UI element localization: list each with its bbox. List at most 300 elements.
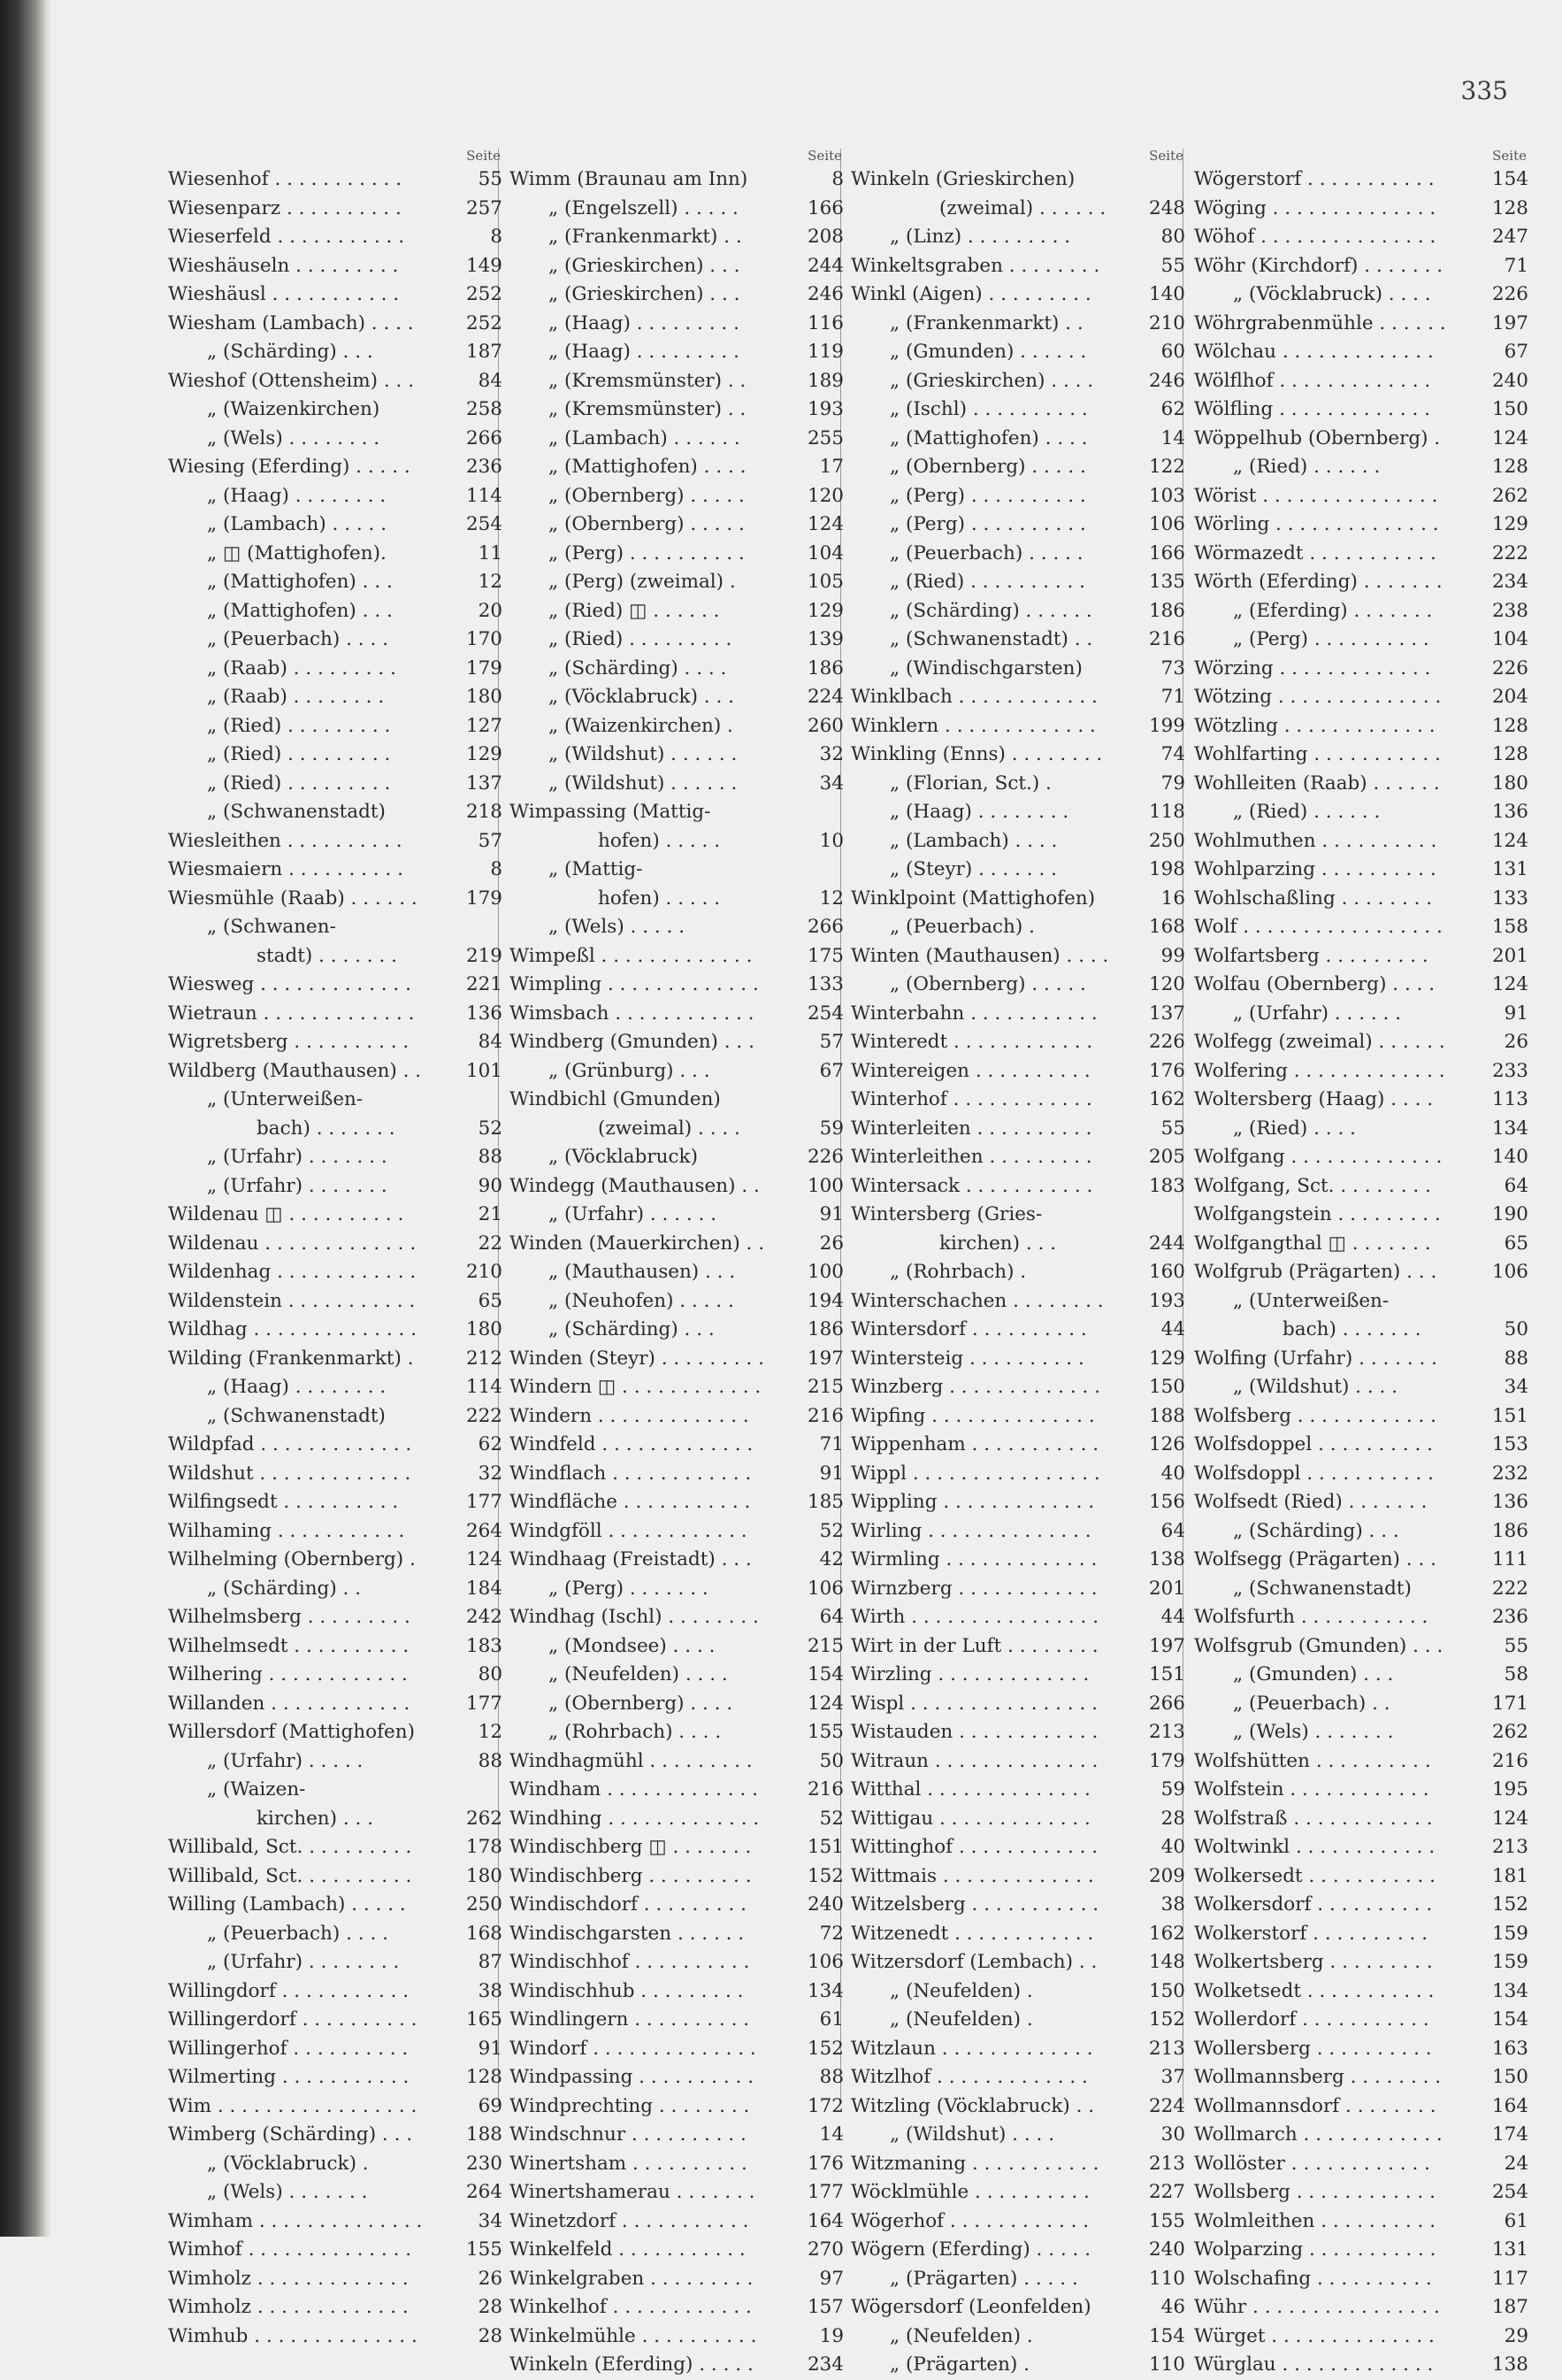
entry-page-number: 80 <box>478 1663 502 1685</box>
entry-page-number: 155 <box>807 1721 844 1743</box>
entry-page-number: 266 <box>465 426 502 449</box>
index-entry <box>168 223 504 252</box>
index-entry <box>509 913 846 942</box>
entry-page-number: 19 <box>819 2324 844 2347</box>
entry-place-name: Wollersberg . . . . . . . . . . <box>1194 2037 1432 2060</box>
entry-place-name: Wittmais . . . . . . . . . . . . . <box>851 1864 1094 1887</box>
index-entry <box>1194 540 1530 569</box>
entry-page-number: 224 <box>807 686 844 708</box>
entry-place-name: „ (Neufelden) . <box>890 1979 1033 2002</box>
index-entry <box>168 338 504 367</box>
entry-place-name: Winkelhof . . . . . . . . . . . . <box>509 2296 752 2318</box>
index-entry <box>168 885 504 914</box>
entry-place-name: Wörmazedt . . . . . . . . . . . <box>1194 541 1436 564</box>
index-entry <box>851 1230 1187 1259</box>
index-entry-list <box>509 165 846 2380</box>
entry-page-number: 91 <box>819 1462 844 1485</box>
entry-place-name: Witzlhof . . . . . . . . . . . . . <box>851 2066 1088 2088</box>
entry-place-name: Wolkertsberg . . . . . . . . . <box>1194 1951 1433 1973</box>
index-entry <box>851 2265 1187 2294</box>
entry-place-name: Winklpoint (Mattighofen) <box>851 887 1096 910</box>
book-binding-shadow <box>0 0 51 2237</box>
index-entry <box>509 798 846 827</box>
entry-place-name: Winklern . . . . . . . . . . . . . <box>851 714 1096 737</box>
index-entry <box>1194 1833 1530 1862</box>
entry-place-name: „ (Neuhofen) . . . . . <box>548 1289 734 1312</box>
entry-place-name: „ (Urfahr) . . . . . . . <box>207 1146 387 1168</box>
entry-place-name: Wim . . . . . . . . . . . . . . . . . <box>168 2094 417 2117</box>
entry-page-number: 266 <box>807 916 844 938</box>
entry-place-name: Wimhof . . . . . . . . . . . . . . <box>168 2238 412 2261</box>
entry-page-number: 134 <box>1491 1117 1528 1140</box>
index-entry <box>168 568 504 597</box>
index-entry <box>509 1316 846 1345</box>
entry-page-number: 128 <box>1491 743 1528 765</box>
entry-page-number: 262 <box>1491 1721 1528 1743</box>
index-entry <box>1194 338 1530 367</box>
entry-place-name: Winterleiten . . . . . . . . . . <box>851 1117 1092 1140</box>
entry-page-number: 117 <box>1491 2267 1528 2290</box>
index-entry <box>851 597 1187 626</box>
index-entry <box>509 1057 846 1086</box>
entry-place-name: Wildhag . . . . . . . . . . . . . . <box>168 1318 417 1340</box>
entry-page-number: 12 <box>478 1721 502 1743</box>
entry-place-name: Windfläche . . . . . . . . . . . <box>509 1491 751 1513</box>
entry-place-name: „ (Urfahr) . . . . . . . . <box>207 1951 400 1973</box>
index-entry <box>1194 1143 1530 1172</box>
entry-page-number: 91 <box>478 2037 502 2060</box>
entry-page-number: 156 <box>1148 1491 1185 1513</box>
entry-page-number: 164 <box>807 2209 844 2232</box>
index-entry <box>168 425 504 454</box>
entry-place-name: „ (Gmunden) . . . . . . <box>890 341 1087 363</box>
entry-place-name: Wiesweg . . . . . . . . . . . . . <box>168 973 411 995</box>
index-entry <box>509 2207 846 2237</box>
entry-page-number: 244 <box>807 254 844 277</box>
entry-place-name: Wolfsgrub (Gmunden) . . . <box>1194 1634 1443 1657</box>
index-entry <box>1194 827 1530 856</box>
entry-place-name: „ (Neufelden) . <box>890 2324 1033 2347</box>
entry-place-name: „ (Peuerbach) . . . . <box>207 628 388 650</box>
entry-place-name: Wögerhof . . . . . . . . . . . . <box>851 2209 1090 2232</box>
entry-page-number: 258 <box>465 398 502 420</box>
index-entry <box>509 2150 846 2179</box>
index-entry <box>851 798 1187 827</box>
entry-page-number: 213 <box>1148 2152 1185 2175</box>
entry-place-name: Wolparzing . . . . . . . . . . . <box>1194 2238 1436 2261</box>
index-entry <box>168 453 504 482</box>
entry-place-name: Wiesmaiern . . . . . . . . . . <box>168 858 403 880</box>
entry-page-number: 205 <box>1148 1146 1185 1168</box>
entry-page-number: 238 <box>1491 599 1528 622</box>
index-entry <box>509 1345 846 1374</box>
index-entry <box>168 1287 504 1317</box>
entry-place-name: Wimhub . . . . . . . . . . . . . . <box>168 2324 417 2347</box>
entry-place-name: Wimberg (Schärding) . . . <box>168 2123 413 2146</box>
index-entry <box>509 626 846 655</box>
entry-page-number: 209 <box>1148 1864 1185 1887</box>
index-entry <box>168 1115 504 1144</box>
index-entry <box>168 1977 504 2007</box>
entry-place-name: „ (Lambach) . . . . . . <box>548 426 740 449</box>
entry-page-number: 179 <box>1148 1749 1185 1772</box>
entry-place-name: Wolschafing . . . . . . . . . . <box>1194 2267 1432 2290</box>
index-entry <box>851 395 1187 425</box>
entry-place-name: Wieshof (Ottensheim) . . . <box>168 369 415 392</box>
entry-page-number: 204 <box>1491 686 1528 708</box>
entry-page-number: 180 <box>465 686 502 708</box>
entry-place-name: Willingerdorf . . . . . . . . . . <box>168 2008 417 2031</box>
index-entry <box>1194 280 1530 310</box>
entry-place-name: Wilhering . . . . . . . . . . . . <box>168 1663 408 1685</box>
index-entry <box>168 1833 504 1862</box>
entry-page-number: 180 <box>465 1318 502 1340</box>
index-entry <box>851 1028 1187 1057</box>
index-entry <box>168 540 504 569</box>
entry-page-number: 177 <box>807 2181 844 2203</box>
entry-place-name: Wippling . . . . . . . . . . . . . <box>851 1491 1095 1513</box>
entry-page-number: 151 <box>1491 1404 1528 1427</box>
index-entry <box>851 568 1187 597</box>
entry-place-name: Wilhelmsedt . . . . . . . . . . <box>168 1634 410 1657</box>
entry-place-name: kirchen) . . . <box>939 1232 1057 1255</box>
entry-page-number: 226 <box>1491 283 1528 305</box>
entry-page-number: 38 <box>1160 1893 1185 1916</box>
entry-page-number: 153 <box>1491 1433 1528 1455</box>
index-entry <box>851 2092 1187 2122</box>
entry-page-number: 242 <box>465 1606 502 1628</box>
entry-page-number: 62 <box>478 1433 502 1455</box>
index-entry <box>851 1891 1187 1920</box>
entry-place-name: „ (Wels) . . . . . . . <box>207 2181 368 2203</box>
entry-place-name: Windorf . . . . . . . . . . . . . . <box>509 2037 756 2060</box>
entry-place-name: „ (Neufelden) . . . . <box>548 1663 728 1685</box>
index-entry <box>168 1201 504 1230</box>
entry-place-name: Windgföll . . . . . . . . . . . . <box>509 1519 747 1542</box>
entry-place-name: Wollmarch . . . . . . . . . . . . <box>1194 2123 1443 2146</box>
index-entry <box>851 2063 1187 2092</box>
entry-page-number: 213 <box>1148 1721 1185 1743</box>
entry-place-name: Wimholz . . . . . . . . . . . . . <box>168 2296 409 2318</box>
index-entry <box>1194 741 1530 770</box>
index-entry <box>168 511 504 540</box>
index-entry <box>168 1345 504 1374</box>
index-entry <box>851 367 1187 396</box>
entry-place-name: Winten (Mauthausen) . . . . <box>851 944 1109 967</box>
index-entry <box>509 683 846 712</box>
entry-place-name: Willersdorf (Mattighofen) <box>168 1721 416 1743</box>
entry-page-number: 236 <box>465 456 502 478</box>
entry-page-number: 129 <box>465 743 502 765</box>
index-entry <box>168 165 504 195</box>
entry-page-number: 166 <box>1148 541 1185 564</box>
index-entry <box>1194 1373 1530 1402</box>
entry-place-name: Wintersberg (Gries- <box>851 1203 1043 1225</box>
index-entry <box>168 2006 504 2035</box>
index-entry <box>851 1287 1187 1317</box>
entry-place-name: Wiesham (Lambach) . . . . <box>168 311 414 334</box>
entry-place-name: „ (Perg) . . . . . . . . . . <box>890 513 1086 535</box>
entry-place-name: „ ◫ (Mattighofen). <box>207 541 387 564</box>
entry-page-number: 74 <box>1160 743 1185 765</box>
entry-place-name: Wöhrgrabenmühle . . . . . . <box>1194 311 1446 334</box>
index-entry <box>1194 942 1530 971</box>
entry-page-number: 240 <box>807 1893 844 1916</box>
entry-page-number: 26 <box>478 2267 502 2290</box>
entry-place-name: „ (Raab) . . . . . . . . . <box>207 656 396 679</box>
index-entry <box>509 1201 846 1230</box>
entry-place-name: Wirth . . . . . . . . . . . . . . . . <box>851 1606 1099 1628</box>
index-entry <box>851 2236 1187 2265</box>
entry-place-name: Wippenham . . . . . . . . . . . <box>851 1433 1099 1455</box>
index-entry <box>851 2178 1187 2207</box>
entry-page-number: 213 <box>1491 1836 1528 1858</box>
index-entry <box>509 482 846 511</box>
entry-place-name: „ (Mattighofen) . . . <box>207 571 393 593</box>
entry-place-name: Willingerhof . . . . . . . . . . <box>168 2037 409 2060</box>
entry-place-name: „ (Perg) (zweimal) . <box>548 571 736 593</box>
entry-page-number: 120 <box>1148 973 1185 995</box>
entry-page-number: 158 <box>1491 916 1528 938</box>
entry-place-name: (zweimal) . . . . . . <box>939 196 1106 219</box>
index-entry <box>1194 1287 1530 1317</box>
entry-place-name: Wollmannsdorf . . . . . . . . <box>1194 2094 1436 2117</box>
entry-page-number: 88 <box>478 1146 502 1168</box>
index-column-2 <box>509 146 846 2380</box>
entry-page-number: 128 <box>1491 714 1528 737</box>
entry-place-name: „ (Haag) . . . . . . . . <box>207 1376 387 1398</box>
entry-page-number: 222 <box>465 1404 502 1427</box>
entry-page-number: 69 <box>478 2094 502 2117</box>
index-entry <box>851 2121 1187 2150</box>
entry-place-name: „ (Linz) . . . . . . . . . <box>890 226 1071 248</box>
index-entry <box>509 1776 846 1805</box>
entry-page-number: 44 <box>1160 1606 1185 1628</box>
entry-page-number: 254 <box>1491 2181 1528 2203</box>
entry-place-name: Witzenedt . . . . . . . . . . . . <box>851 1922 1094 1945</box>
entry-place-name: Wispl . . . . . . . . . . . . . . . . <box>851 1692 1098 1715</box>
entry-page-number: 106 <box>807 1951 844 1973</box>
entry-page-number: 64 <box>1160 1519 1185 1542</box>
entry-page-number: 88 <box>819 2066 844 2088</box>
entry-place-name: Wildenau ◫ . . . . . . . . . . <box>168 1203 404 1225</box>
entry-place-name: „ (Unterweißen- <box>1233 1289 1390 1312</box>
index-entry-list <box>851 165 1187 2380</box>
entry-page-number: 210 <box>465 1261 502 1283</box>
entry-place-name: Wolfsberg . . . . . . . . . . . . <box>1194 1404 1436 1427</box>
entry-page-number: 106 <box>807 1577 844 1600</box>
entry-page-number: 20 <box>478 599 502 622</box>
entry-place-name: „ (Schwanenstadt) <box>1233 1577 1412 1600</box>
entry-page-number: 124 <box>465 1548 502 1570</box>
entry-page-number: 65 <box>478 1289 502 1312</box>
index-entry <box>851 1488 1187 1517</box>
entry-place-name: „ (Vöcklabruck) . . . <box>548 686 734 708</box>
entry-page-number: 149 <box>465 254 502 277</box>
entry-place-name: Wimm (Braunau am Inn) <box>509 168 748 190</box>
entry-page-number: 224 <box>1148 2094 1185 2117</box>
index-entry <box>851 1661 1187 1690</box>
index-entry <box>509 1000 846 1029</box>
entry-place-name: Windfeld . . . . . . . . . . . . . <box>509 1433 754 1455</box>
entry-page-number: 165 <box>465 2008 502 2031</box>
entry-place-name: Wildenhag . . . . . . . . . . . . <box>168 1261 417 1283</box>
index-entry <box>851 511 1187 540</box>
entry-place-name: Winklbach . . . . . . . . . . . . <box>851 686 1098 708</box>
index-entry <box>168 1086 504 1115</box>
entry-place-name: Wiesmühle (Raab) . . . . . . <box>168 887 417 910</box>
entry-place-name: „ (Urfahr) . . . . . . . <box>207 1174 387 1197</box>
entry-page-number: 262 <box>465 1807 502 1830</box>
entry-place-name: Wohlleiten (Raab) . . . . . . <box>1194 772 1440 795</box>
index-entry <box>168 1805 504 1834</box>
index-entry <box>1194 195 1530 224</box>
entry-place-name: „ (Frankenmarkt) . . <box>548 226 742 248</box>
entry-place-name: Wölfling . . . . . . . . . . . . . <box>1194 398 1430 420</box>
entry-place-name: „ (Frankenmarkt) . . <box>890 311 1083 334</box>
entry-place-name: „ (Wildshut) . . . . <box>1233 1376 1398 1398</box>
entry-place-name: „ (Urfahr) . . . . . . <box>1233 1002 1402 1025</box>
entry-page-number: 134 <box>1491 1979 1528 2002</box>
index-entry <box>1194 1690 1530 1719</box>
index-entry <box>509 2121 846 2150</box>
entry-place-name: Wiesleithen . . . . . . . . . . <box>168 829 402 852</box>
index-entry <box>1194 395 1530 425</box>
entry-page-number: 40 <box>1160 1836 1185 1858</box>
index-entry <box>1194 1431 1530 1460</box>
entry-page-number: 247 <box>1491 226 1528 248</box>
entry-page-number: 151 <box>807 1836 844 1858</box>
entry-page-number: 219 <box>465 944 502 967</box>
entry-place-name: Wolfsfurth . . . . . . . . . . . <box>1194 1606 1428 1628</box>
entry-page-number: 154 <box>807 1663 844 1685</box>
index-entry <box>851 1345 1187 1374</box>
index-entry <box>1194 1517 1530 1547</box>
entry-place-name: Woltersberg (Haag) . . . . <box>1194 1088 1434 1110</box>
entry-page-number: 22 <box>478 1232 502 1255</box>
entry-place-name: Wohlschaßling . . . . . . . . <box>1194 887 1433 910</box>
index-entry <box>168 626 504 655</box>
entry-place-name: Wildpfad . . . . . . . . . . . . . <box>168 1433 412 1455</box>
entry-place-name: Windpassing . . . . . . . . . . <box>509 2066 754 2088</box>
entry-page-number: 64 <box>1504 1174 1528 1197</box>
entry-place-name: „ (Grieskirchen) . . . <box>548 254 740 277</box>
index-entry <box>851 655 1187 684</box>
entry-page-number: 197 <box>1491 311 1528 334</box>
entry-place-name: „ (Ried) . . . . . . . . . . <box>890 571 1085 593</box>
entry-place-name: Würget . . . . . . . . . . . . . . <box>1194 2324 1435 2347</box>
entry-place-name: „ (Obernberg) . . . . <box>548 1692 733 1715</box>
index-entry <box>509 1115 846 1144</box>
entry-page-number: 166 <box>807 196 844 219</box>
index-entry <box>1194 2265 1530 2294</box>
entry-place-name: Wöhr (Kirchdorf) . . . . . . . <box>1194 254 1443 277</box>
entry-place-name: Wolfering . . . . . . . . . . . . . <box>1194 1059 1445 1082</box>
entry-page-number: 28 <box>478 2324 502 2347</box>
index-entry <box>168 1373 504 1402</box>
entry-page-number: 124 <box>807 1692 844 1715</box>
index-entry <box>168 2293 504 2322</box>
index-entry <box>851 1201 1187 1230</box>
entry-page-number: 234 <box>807 2353 844 2376</box>
entry-place-name: Wolfsdoppel . . . . . . . . . . <box>1194 1433 1433 1455</box>
index-entry <box>509 1920 846 1949</box>
entry-place-name: „ (Steyr) . . . . . . . <box>890 858 1057 880</box>
entry-page-number: 124 <box>1491 1807 1528 1830</box>
page-number: 335 <box>1460 76 1508 105</box>
index-entry <box>1194 1057 1530 1086</box>
entry-place-name: Windhing . . . . . . . . . . . . . <box>509 1807 760 1830</box>
index-entry <box>509 1488 846 1517</box>
entry-page-number: 180 <box>465 1864 502 1887</box>
index-entry <box>851 2322 1187 2352</box>
index-entry <box>509 885 846 914</box>
index-entry <box>168 195 504 224</box>
index-entry <box>509 1028 846 1057</box>
entry-place-name: „ (Ried) . . . . . . . . . <box>548 628 732 650</box>
index-entry <box>168 2121 504 2150</box>
entry-page-number: 12 <box>478 571 502 593</box>
index-entry-list <box>168 165 504 2351</box>
entry-page-number: 134 <box>807 1979 844 2002</box>
entry-place-name: „ (Ried) . . . . . . . . . <box>207 743 391 765</box>
entry-place-name: Wimpeßl . . . . . . . . . . . . . <box>509 944 753 967</box>
entry-page-number: 186 <box>807 656 844 679</box>
index-entry <box>1194 2006 1530 2035</box>
index-entry <box>168 2092 504 2122</box>
entry-page-number: 113 <box>1491 1088 1528 1110</box>
entry-place-name: „ (Peuerbach) . . . . . <box>890 541 1083 564</box>
index-entry <box>509 395 846 425</box>
index-entry <box>851 1402 1187 1432</box>
entry-page-number: 148 <box>1148 1951 1185 1973</box>
entry-place-name: Windhag (Ischl) . . . . . . . . <box>509 1606 759 1628</box>
index-entry <box>168 2063 504 2092</box>
entry-page-number: 128 <box>1491 456 1528 478</box>
entry-place-name: Wildberg (Mauthausen) . . <box>168 1059 422 1082</box>
index-entry <box>509 597 846 626</box>
entry-page-number: 188 <box>1148 1404 1185 1427</box>
entry-place-name: Wolfau (Obernberg) . . . . <box>1194 973 1436 995</box>
entry-page-number: 100 <box>807 1174 844 1197</box>
entry-page-number: 163 <box>1491 2037 1528 2060</box>
entry-page-number: 154 <box>1148 2324 1185 2347</box>
index-entry <box>509 338 846 367</box>
entry-place-name: Winden (Steyr) . . . . . . . . . <box>509 1347 764 1370</box>
entry-page-number: 187 <box>465 341 502 363</box>
index-entry <box>1194 1632 1530 1662</box>
entry-page-number: 266 <box>1148 1692 1185 1715</box>
index-entry <box>1194 252 1530 281</box>
index-entry <box>509 2063 846 2092</box>
entry-place-name: Wolfstraß . . . . . . . . . . . . <box>1194 1807 1433 1830</box>
entry-page-number: 232 <box>1491 1462 1528 1485</box>
index-entry <box>168 712 504 741</box>
entry-page-number: 234 <box>1491 571 1528 593</box>
entry-page-number: 129 <box>1148 1347 1185 1370</box>
entry-place-name: „ (Obernberg) . . . . . <box>890 973 1086 995</box>
entry-page-number: 178 <box>465 1836 502 1858</box>
index-entry <box>509 1143 846 1172</box>
entry-place-name: Windschnur . . . . . . . . . . <box>509 2123 747 2146</box>
entry-place-name: „ (Wildshut) . . . . . . <box>548 743 738 765</box>
entry-place-name: Windprechting . . . . . . . . <box>509 2094 750 2117</box>
entry-page-number: 114 <box>465 484 502 507</box>
entry-page-number: 91 <box>1504 1002 1528 1025</box>
entry-place-name: „ (Grieskirchen) . . . <box>548 283 740 305</box>
index-entry <box>168 310 504 339</box>
entry-page-number: 186 <box>807 1318 844 1340</box>
